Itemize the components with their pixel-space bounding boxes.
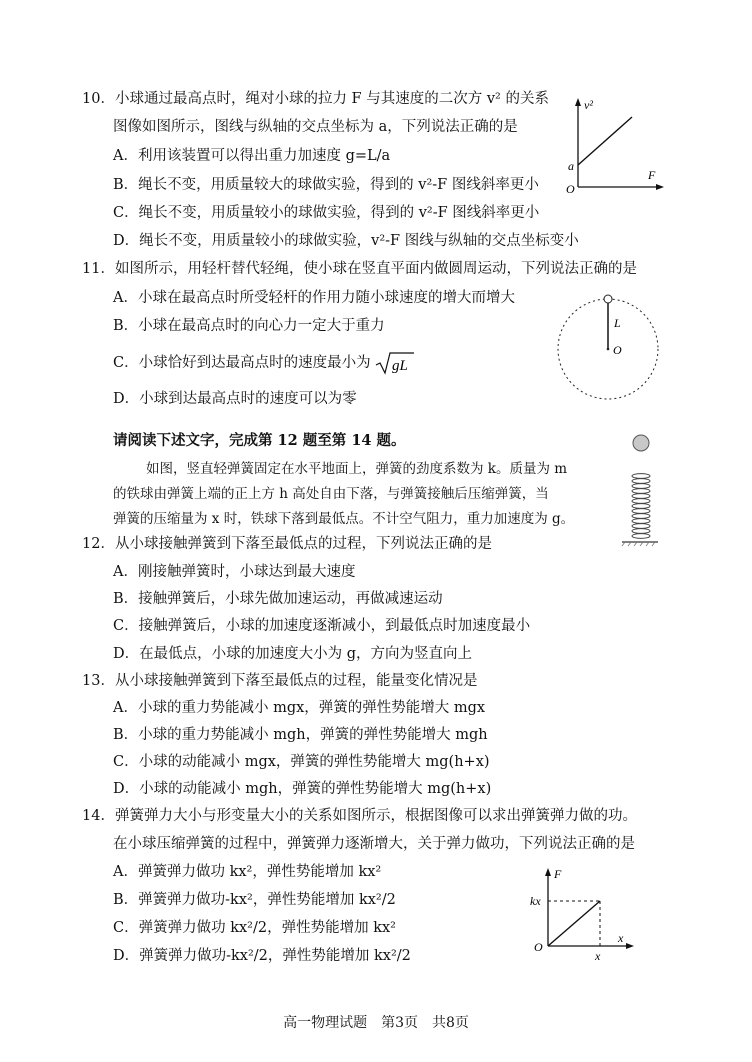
q10-graph-origin: O bbox=[566, 182, 575, 195]
q14-graph-x-label: x bbox=[618, 931, 624, 945]
q10-option-b: B．绳长不变，用质量较大的球做实验，得到的 v²-F 图线斜率更小 bbox=[113, 177, 539, 193]
reading-line-3: 弹簧的压缩量为 x 时，铁球下落到最低点。不计空气阻力，重力加速度为 g。 bbox=[113, 511, 575, 527]
q11-option-d: D．小球到达最高点时的速度可以为零 bbox=[113, 391, 357, 407]
q13-stem: 13．从小球接触弹簧到下落至最低点的过程，能量变化情况是 bbox=[82, 673, 478, 689]
q14-graph-y-label: F bbox=[554, 867, 562, 881]
q14-graph-y-tick: kx bbox=[530, 894, 541, 908]
q11-center-label: O bbox=[613, 343, 622, 357]
q14-option-b: B．弹簧弹力做功-kx²，弹性势能增加 kx²/2 bbox=[113, 892, 396, 908]
q11-option-b: B．小球在最高点时的向心力一定大于重力 bbox=[113, 318, 385, 334]
page-footer: 高一物理试题 第3页 共8页 bbox=[283, 1015, 469, 1031]
spring-figure bbox=[620, 432, 660, 550]
q11-option-c-text: C．小球恰好到达最高点时的速度最小为 bbox=[113, 355, 371, 371]
reading-line-2: 的铁球由弹簧上端的正上方 h 高处自由下落，与弹簧接触后压缩弹簧，当 bbox=[113, 486, 549, 502]
q10-graph-x-label: F bbox=[648, 168, 656, 182]
q13-option-b: B．小球的重力势能减小 mgh，弹簧的弹性势能增大 mgh bbox=[113, 727, 488, 743]
reading-line-1: 如图，竖直轻弹簧固定在水平地面上，弹簧的劲度系数为 k。质量为 m bbox=[146, 461, 568, 477]
q10-graph-intercept: a bbox=[568, 159, 574, 173]
q11-stem: 11．如图所示，用轻杆替代轻绳，使小球在竖直平面内做圆周运动，下列说法正确的是 bbox=[82, 261, 637, 277]
iron-ball-icon bbox=[633, 435, 649, 451]
ball-icon bbox=[604, 295, 612, 303]
q14-stem-line1: 14．弹簧弹力大小与形变量大小的关系如图所示，根据图像可以求出弹簧弹力做的功。 bbox=[82, 808, 637, 824]
q14-option-a: A．弹簧弹力做功 kx²，弹性势能增加 kx² bbox=[113, 864, 382, 880]
sqrt-sign-icon bbox=[375, 351, 415, 375]
q11-option-c-formula: gL bbox=[392, 358, 409, 374]
q13-option-d: D．小球的动能减小 mgh，弹簧的弹性势能增大 mg(h+x) bbox=[113, 781, 492, 797]
q14-graph bbox=[528, 864, 640, 964]
q10-stem-line1: 10．小球通过最高点时，绳对小球的拉力 F 与其速度的二次方 v² 的关系 bbox=[82, 91, 549, 107]
q10-graph bbox=[556, 95, 666, 195]
q10-option-a: A．利用该装置可以得出重力加速度 g=L/a bbox=[113, 148, 391, 164]
q11-option-a: A．小球在最高点时所受轻杆的作用力随小球速度的增大而增大 bbox=[113, 290, 515, 306]
q14-option-d: D．弹簧弹力做功-kx²/2，弹性势能增加 kx²/2 bbox=[113, 948, 411, 964]
q10-graph-y-label: v² bbox=[584, 98, 593, 112]
q10-option-d: D．绳长不变，用质量较小的球做实验，v²-F 图线与纵轴的交点坐标变小 bbox=[113, 233, 579, 249]
q10-option-c: C．绳长不变，用质量较小的球做实验，得到的 v²-F 图线斜率更小 bbox=[113, 205, 540, 221]
q14-graph-origin: O bbox=[534, 940, 543, 954]
q13-option-c: C．小球的动能减小 mgx，弹簧的弹性势能增大 mg(h+x) bbox=[113, 754, 490, 770]
q14-option-c: C．弹簧弹力做功 kx²/2，弹性势能增加 kx² bbox=[113, 920, 396, 936]
q12-option-d: D．在最低点，小球的加速度大小为 g，方向为竖直向上 bbox=[113, 646, 473, 662]
q11-circle-figure bbox=[550, 290, 670, 410]
q14-graph-x-tick: x bbox=[595, 949, 601, 963]
q12-option-c: C．接触弹簧后，小球的加速度逐渐减小，到最低点时加速度最小 bbox=[113, 618, 531, 634]
q12-option-b: B．接触弹簧后，小球先做加速运动，再做减速运动 bbox=[113, 591, 443, 607]
q12-option-a: A．刚接触弹簧时，小球达到最大速度 bbox=[113, 564, 356, 580]
q11-option-c bbox=[113, 351, 415, 375]
q10-stem-line2: 图像如图所示，图线与纵轴的交点坐标为 a，下列说法正确的是 bbox=[113, 119, 518, 135]
reading-heading: 请阅读下述文字，完成第 12 题至第 14 题。 bbox=[113, 432, 406, 449]
q12-stem: 12．从小球接触弹簧到下落至最低点的过程，下列说法正确的是 bbox=[82, 536, 492, 552]
q11-rod-label: L bbox=[614, 316, 621, 330]
q13-option-a: A．小球的重力势能减小 mgx，弹簧的弹性势能增大 mgx bbox=[113, 700, 486, 716]
q14-stem-line2: 在小球压缩弹簧的过程中，弹簧弹力逐渐增大，关于弹力做功，下列说法正确的是 bbox=[113, 836, 635, 852]
